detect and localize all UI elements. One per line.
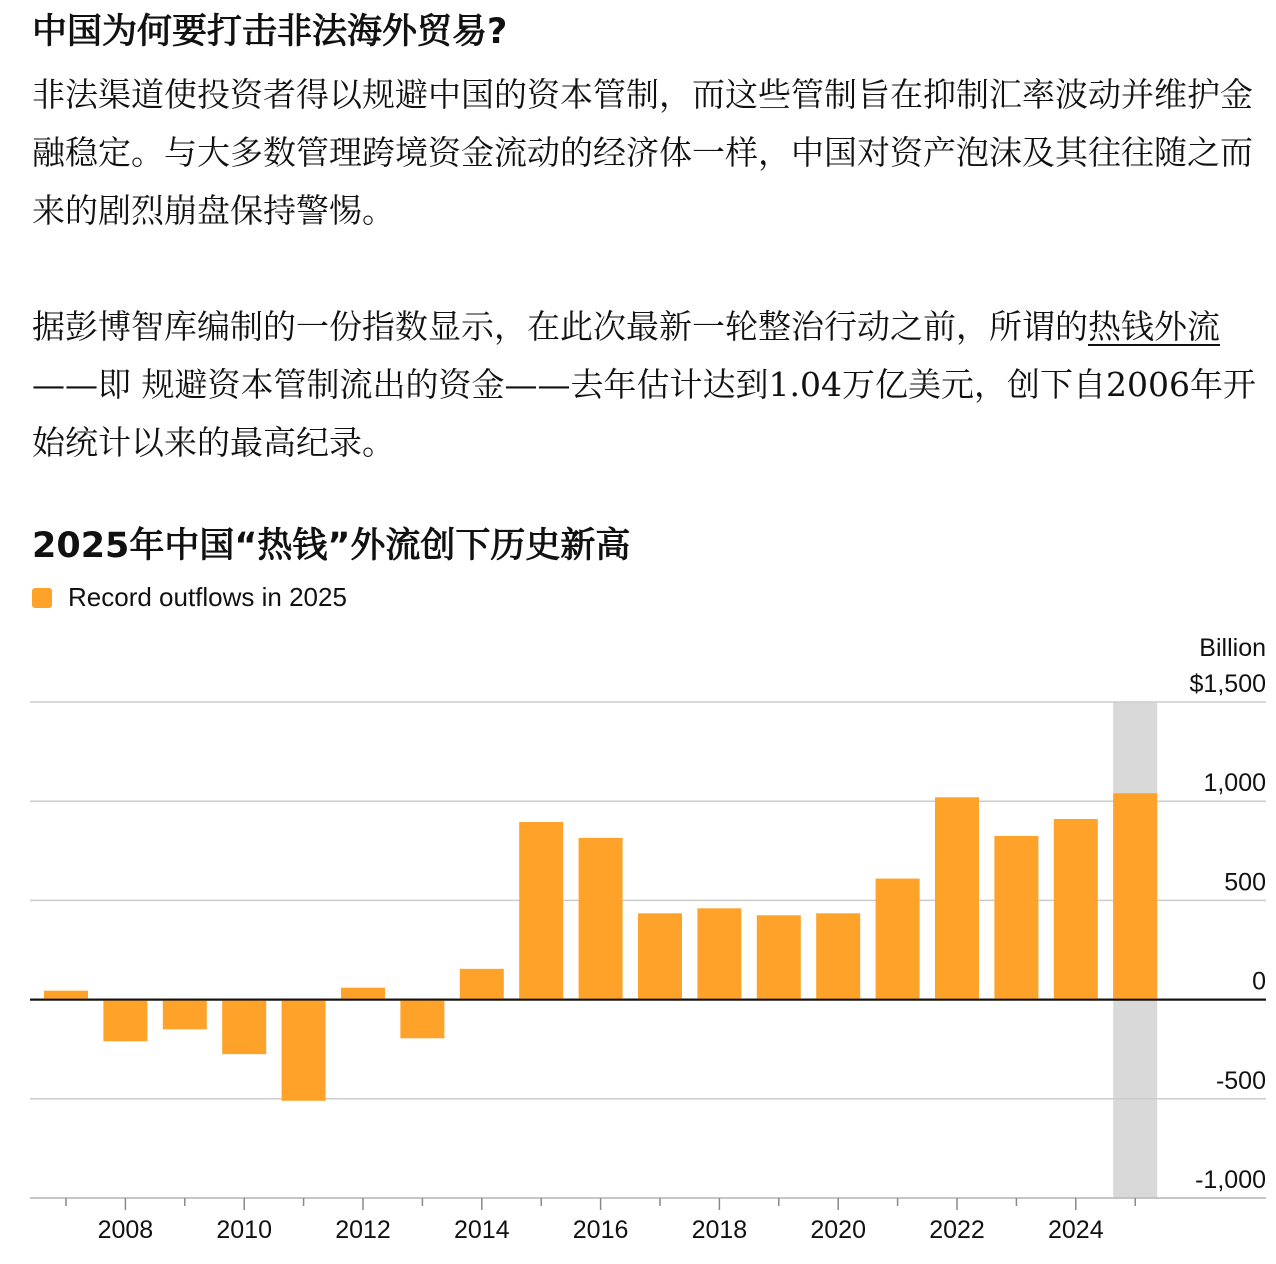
bar-2023 <box>994 836 1038 1000</box>
x-tick-label: 2016 <box>572 1216 629 1244</box>
bar-2009 <box>163 1000 207 1030</box>
chart-title: 2025年中国“热钱”外流创下历史新高 <box>32 526 631 566</box>
x-tick-label: 2020 <box>810 1216 867 1244</box>
bar-2012 <box>341 988 385 1000</box>
bar-2017 <box>638 913 682 999</box>
x-tick-label: 2010 <box>216 1216 273 1244</box>
x-tick-label: 2012 <box>335 1216 391 1244</box>
paragraph-2-text-after: ——即 规避资本管制流出的资金——去年估计达到1.04万亿美元，创下自2006年开始统计以来的最高纪录。 <box>32 365 1256 462</box>
hot-money-outflow-link[interactable]: 热钱外流 <box>1088 307 1220 346</box>
y-tick-label: -1,000 <box>1195 1166 1266 1194</box>
bar-2011 <box>282 1000 326 1101</box>
bar-2022 <box>935 797 979 999</box>
bar-2007 <box>44 991 88 1000</box>
bar-2025 <box>1113 793 1157 999</box>
article-headline: 中国为何要打击非法海外贸易? <box>32 12 508 52</box>
bar-2014 <box>460 969 504 1000</box>
legend-label: Record outflows in 2025 <box>68 582 347 612</box>
article-paragraph-2 <box>32 298 1268 472</box>
y-tick-label: 1,000 <box>1203 769 1266 798</box>
bar-2019 <box>757 915 801 999</box>
bar-2024 <box>1054 819 1098 1000</box>
bar-2008 <box>103 1000 147 1042</box>
legend-swatch <box>32 588 52 608</box>
paragraph-2-text-before: 据彭博智库编制的一份指数显示，在此次最新一轮整治行动之前，所谓的 <box>32 307 1088 346</box>
chart-legend <box>32 582 347 613</box>
y-unit-label: Billion <box>1199 634 1266 662</box>
bar-2016 <box>579 838 623 1000</box>
article <box>32 6 1268 472</box>
article-paragraph-1: 非法渠道使投资者得以规避中国的资本管制，而这些管制旨在抑制汇率波动并维护金融稳定。与大多数管理跨境资金流动的经济体一样，中国对资产泡沫及其往往随之而来的剧烈崩盘保持警惕。 <box>32 75 1253 230</box>
x-tick-label: 2008 <box>97 1216 154 1244</box>
hot-money-outflow-chart <box>0 620 1276 1264</box>
x-tick-label: 2014 <box>453 1216 510 1244</box>
bar-2021 <box>876 879 920 1000</box>
bar-2013 <box>400 1000 444 1039</box>
bar-2018 <box>697 908 741 999</box>
bar-2020 <box>816 913 860 999</box>
y-tick-label: -500 <box>1215 1066 1266 1095</box>
y-tick-label: 500 <box>1224 868 1266 897</box>
bar-2010 <box>222 1000 266 1055</box>
y-tick-label: 0 <box>1252 967 1266 996</box>
x-tick-label: 2024 <box>1047 1216 1104 1244</box>
x-tick-label: 2022 <box>929 1216 985 1244</box>
x-tick-label: 2018 <box>691 1216 748 1244</box>
y-tick-label: $1,500 <box>1189 670 1266 698</box>
bar-2015 <box>519 822 563 1000</box>
